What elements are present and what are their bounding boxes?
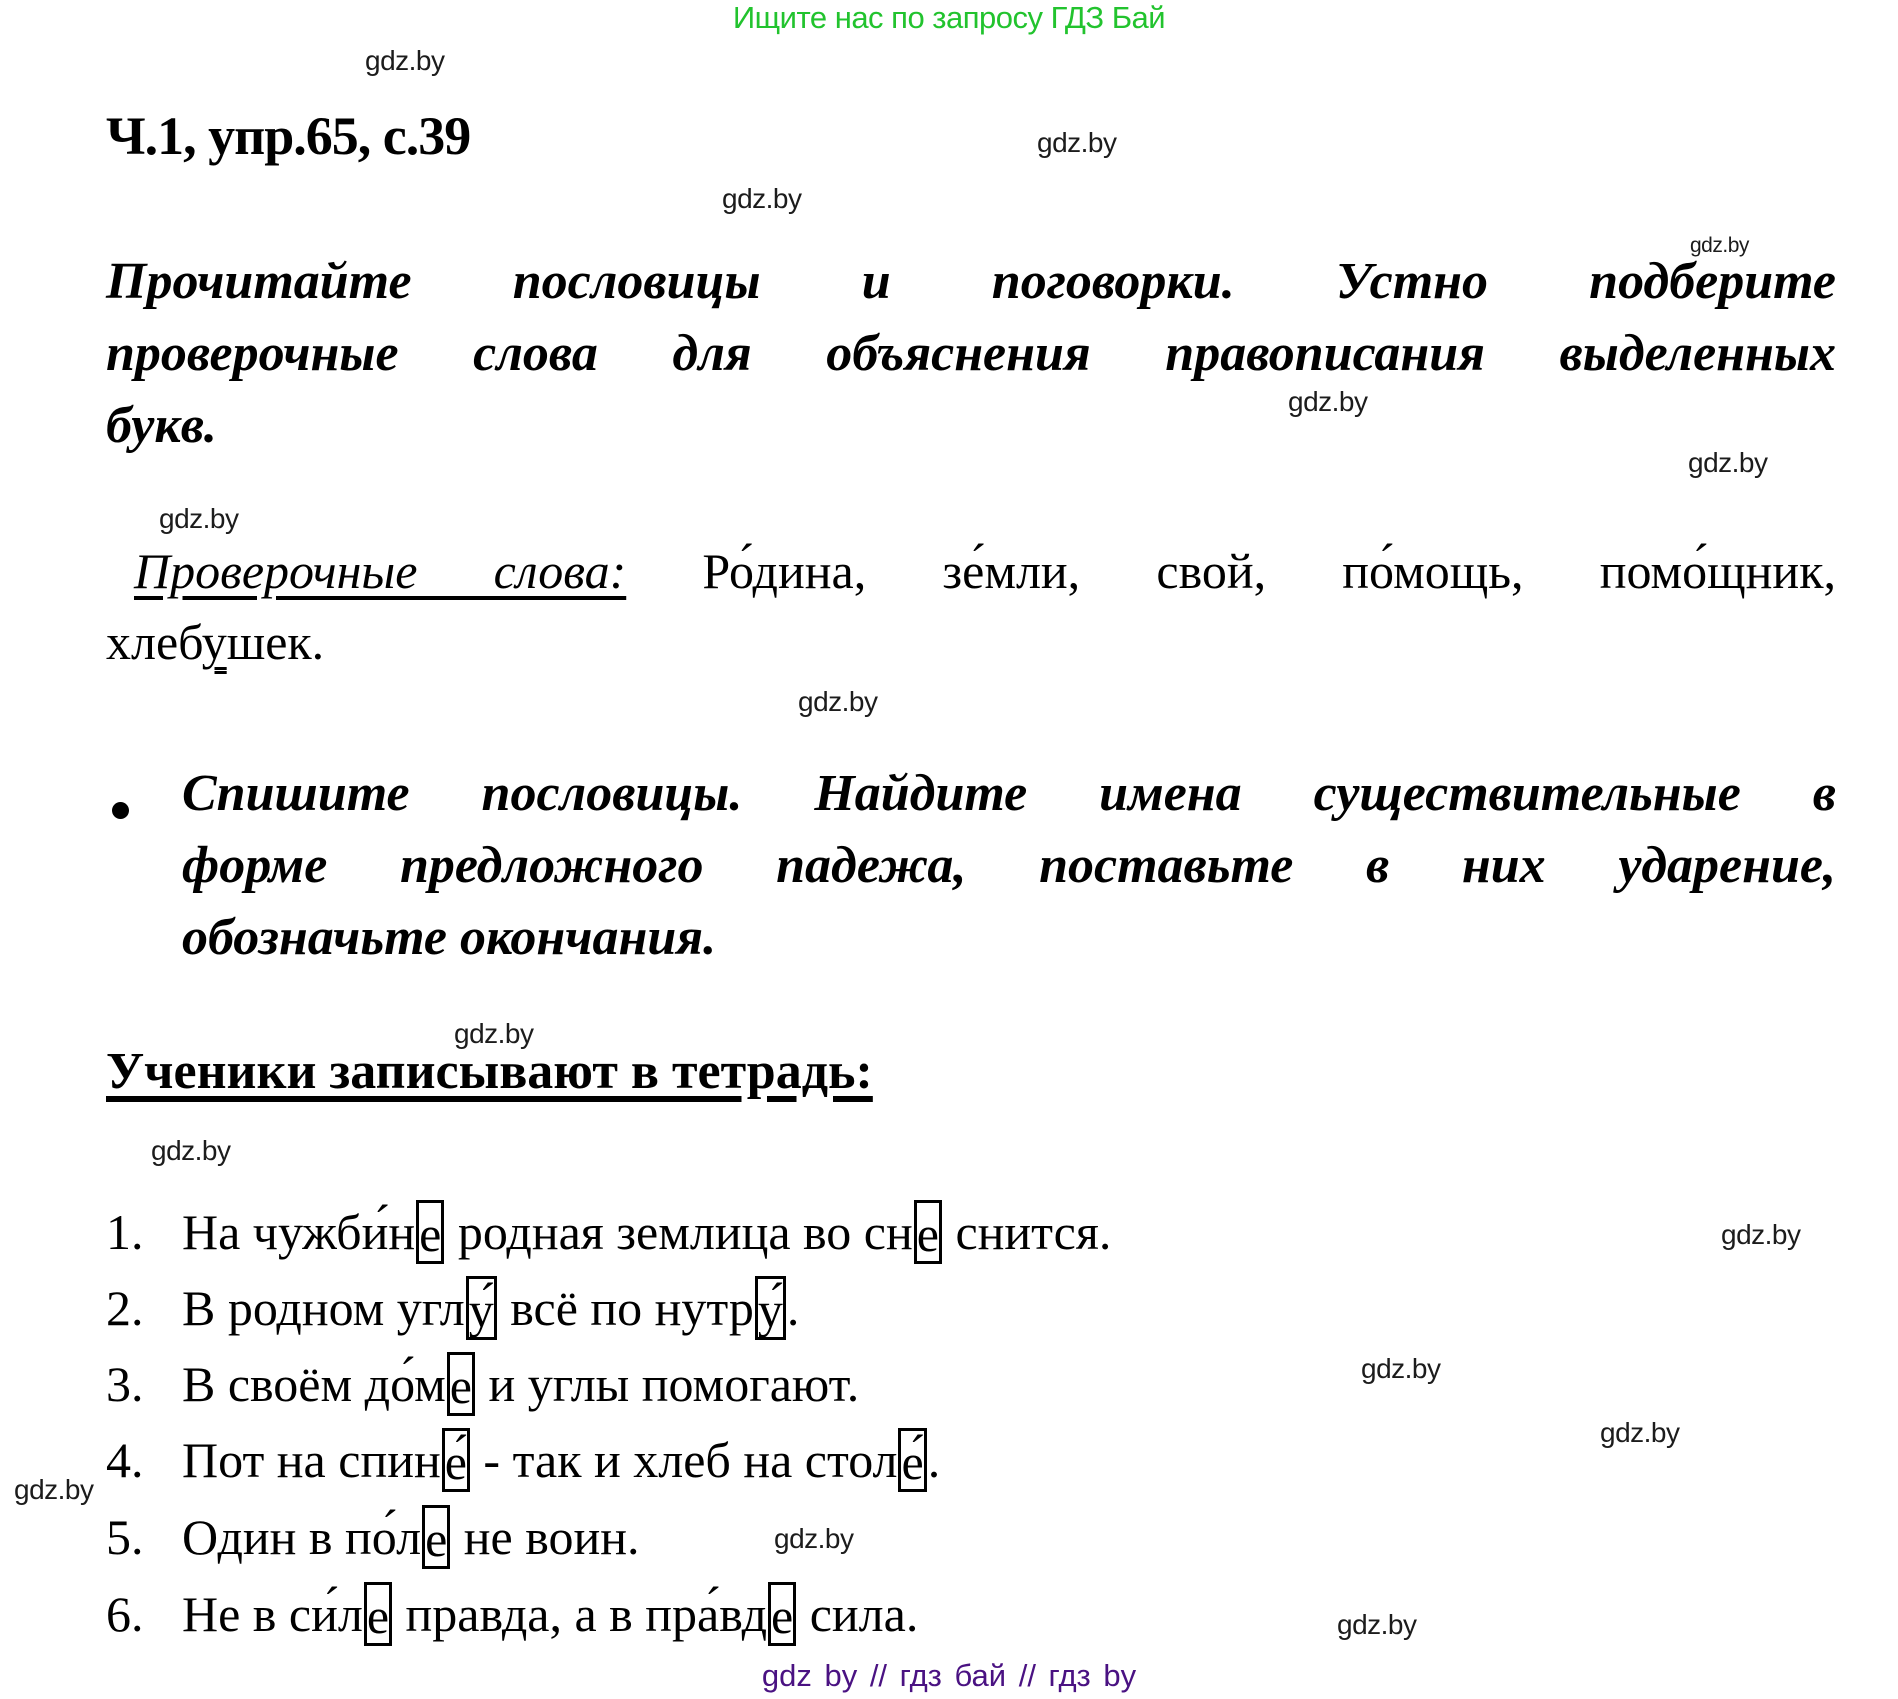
check-words-list: Ро́дина, зе́мли, свой, по́мощь, помо́щник,	[626, 543, 1836, 599]
text: правда, а в пра́вд	[393, 1586, 768, 1642]
promo-banner[interactable]: Ищите нас по запросу ГДЗ Бай	[732, 0, 1166, 35]
list-item	[106, 1200, 1111, 1264]
text: На чужби́н	[182, 1204, 416, 1260]
ending-box: у́	[755, 1276, 786, 1340]
item-number: 4.	[106, 1432, 144, 1488]
item-number: 5.	[106, 1509, 144, 1565]
ending-box: е	[768, 1582, 796, 1646]
watermark: gdz.by	[774, 1523, 854, 1554]
watermark: gdz.by	[365, 45, 445, 76]
ending-box: е	[416, 1200, 444, 1264]
marked-letter: у	[201, 614, 227, 670]
word-part: хлеб	[106, 614, 202, 670]
check-words-line	[106, 606, 324, 678]
watermark: gdz.by	[1690, 234, 1749, 257]
text: В своём до́м	[182, 1356, 446, 1412]
watermark: gdz.by	[14, 1474, 94, 1505]
item-number: 3.	[106, 1356, 144, 1412]
watermark: gdz.by	[1288, 386, 1368, 417]
watermark: gdz.by	[722, 183, 802, 214]
watermark: gdz.by	[159, 503, 239, 534]
ending-box: е	[447, 1352, 475, 1416]
text: не воин.	[451, 1509, 640, 1565]
text: - так и хлеб на стол	[470, 1432, 898, 1488]
list-item	[106, 1352, 859, 1416]
text: .	[927, 1432, 941, 1488]
check-words-line	[106, 535, 1836, 607]
list-item	[106, 1276, 799, 1340]
list-item	[106, 1428, 940, 1492]
notebook-heading: Ученики записывают в тетрадь:	[106, 1043, 873, 1100]
text: всё по нутр	[497, 1280, 754, 1336]
item-number: 6.	[106, 1586, 144, 1642]
watermark: gdz.by	[1721, 1219, 1801, 1250]
footer-links[interactable]: gdz by // гдз бай // гдз by	[761, 1658, 1137, 1693]
text: снится.	[942, 1204, 1112, 1260]
ending-box: у́	[466, 1276, 497, 1340]
text: Пот на спин	[182, 1432, 441, 1488]
ending-box: е́	[898, 1428, 926, 1492]
text: и углы помогают.	[475, 1356, 860, 1412]
check-words-label: Проверочные слова:	[134, 543, 627, 599]
ending-box: е	[914, 1200, 942, 1264]
instruction-line: проверочные слова для объяснения правописания выделенных	[106, 325, 1836, 382]
watermark: gdz.by	[1688, 447, 1768, 478]
watermark: gdz.by	[1600, 1417, 1680, 1448]
text: сила.	[797, 1586, 919, 1642]
text: .	[786, 1280, 800, 1336]
item-number: 1.	[106, 1204, 144, 1260]
text: В родном угл	[182, 1280, 465, 1336]
task-line: Спишите пословицы. Найдите имена существительные в	[182, 765, 1836, 822]
watermark: gdz.by	[1361, 1353, 1441, 1384]
text: Не в си́л	[182, 1586, 363, 1642]
watermark: gdz.by	[151, 1135, 231, 1166]
ending-box: е	[422, 1505, 450, 1569]
task-line: обозначьте окончания.	[182, 909, 717, 966]
task-line: форме предложного падежа, поставьте в них ударение,	[182, 837, 1836, 894]
watermark: gdz.by	[454, 1018, 534, 1049]
instruction-line: букв.	[106, 397, 217, 454]
watermark: gdz.by	[1337, 1609, 1417, 1640]
text: Один в по́л	[182, 1509, 422, 1565]
text: родная землица во сн	[445, 1204, 913, 1260]
item-number: 2.	[106, 1280, 144, 1336]
ending-box: е́	[442, 1428, 470, 1492]
word-part: шек.	[226, 614, 325, 670]
watermark: gdz.by	[1037, 127, 1117, 158]
ending-box: е	[364, 1582, 392, 1646]
list-item	[106, 1505, 640, 1569]
watermark: gdz.by	[798, 686, 878, 717]
list-item	[106, 1582, 918, 1646]
page-title: Ч.1, упр.65, с.39	[106, 106, 471, 166]
bullet-icon	[108, 770, 134, 842]
instruction-line: Прочитайте пословицы и поговорки. Устно подберите	[106, 253, 1836, 310]
